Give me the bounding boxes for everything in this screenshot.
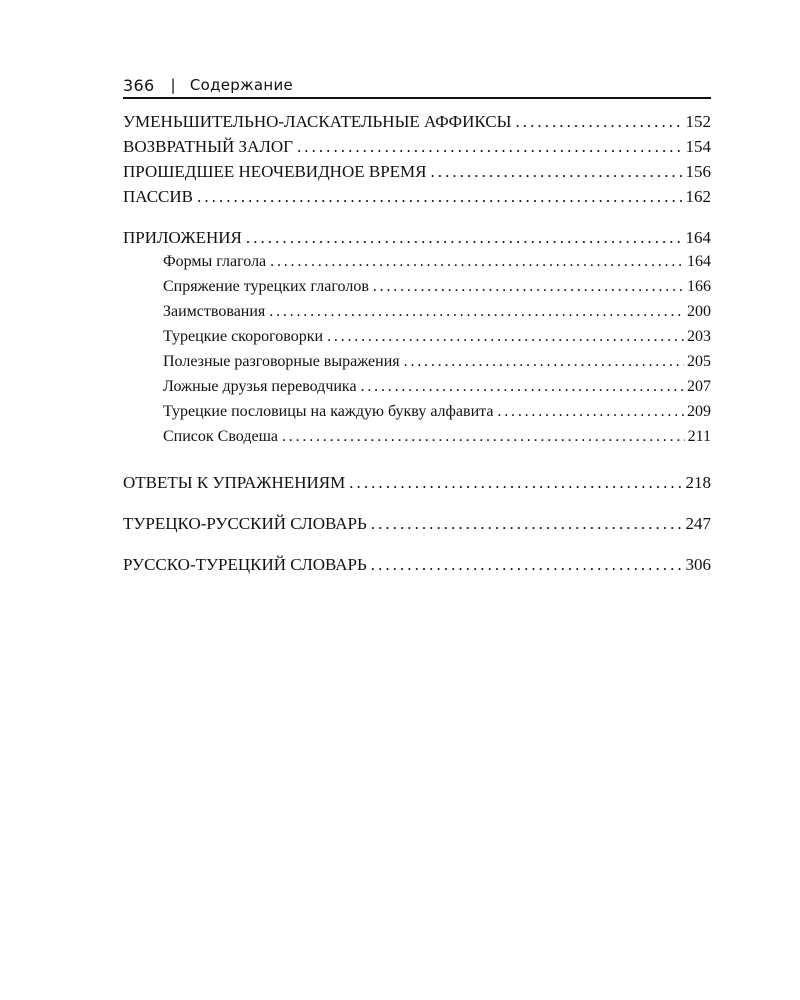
dot-leader <box>371 514 683 534</box>
toc-subentry[interactable] <box>123 278 711 303</box>
toc-subentry-title: Ложные друзья переводчика <box>163 378 357 395</box>
toc-subentry-page: 164 <box>687 253 711 270</box>
toc-subentry-title: Заимствования <box>163 303 266 320</box>
dot-leader <box>327 328 684 346</box>
running-head <box>123 74 711 96</box>
toc-entry-answers[interactable] <box>123 473 711 498</box>
dot-leader <box>497 403 684 421</box>
dot-leader <box>373 278 684 296</box>
toc-subentry-page: 200 <box>687 303 711 320</box>
toc-entry-tr-ru-dictionary[interactable] <box>123 514 711 539</box>
toc-entry-ru-tr-dictionary[interactable] <box>123 555 711 580</box>
dot-leader <box>371 555 683 575</box>
dot-leader <box>404 353 684 371</box>
dot-leader <box>270 253 684 271</box>
dot-leader <box>515 112 682 132</box>
table-of-contents <box>123 112 711 580</box>
toc-subentry-page: 205 <box>687 353 711 370</box>
toc-subentry-page: 203 <box>687 328 711 345</box>
toc-subentry-page: 207 <box>687 378 711 395</box>
toc-entry-title: УМЕНЬШИТЕЛЬНО-ЛАСКАТЕЛЬНЫЕ АФФИКСЫ <box>123 112 512 131</box>
toc-subentry[interactable] <box>123 328 711 353</box>
dot-leader <box>197 187 682 207</box>
dot-leader <box>431 162 683 182</box>
toc-entry-page: 152 <box>685 112 711 131</box>
header-rule <box>123 97 711 99</box>
section-title: Содержание <box>189 76 294 94</box>
toc-subentry[interactable] <box>123 378 711 403</box>
toc-subentry-title: Турецкие пословицы на каждую букву алфавита <box>163 403 494 420</box>
header-separator: | <box>170 76 176 94</box>
toc-entry-page: 164 <box>685 228 711 247</box>
toc-entry-page: 306 <box>685 555 711 574</box>
toc-subentry-title: Спряжение турецких глаголов <box>163 278 369 295</box>
toc-subentry-title: Список Сводеша <box>163 428 278 445</box>
toc-entry-title: ОТВЕТЫ К УПРАЖНЕНИЯМ <box>123 473 346 492</box>
toc-subentry[interactable] <box>123 403 711 428</box>
toc-entry-title: ТУРЕЦКО-РУССКИЙ СЛОВАРЬ <box>123 514 367 533</box>
page-number: 366 <box>123 75 155 95</box>
toc-entry-page: 218 <box>685 473 711 492</box>
toc-entry-title: ПРОШЕДШЕЕ НЕОЧЕВИДНОЕ ВРЕМЯ <box>123 162 427 181</box>
toc-subentry[interactable] <box>123 253 711 278</box>
toc-entry-page: 156 <box>685 162 711 181</box>
dot-leader <box>246 228 683 248</box>
toc-subentry-page: 166 <box>687 278 711 295</box>
toc-subentry-title: Полезные разговорные выражения <box>163 353 400 370</box>
toc-entry[interactable] <box>123 162 711 187</box>
toc-subentry-page: 209 <box>687 403 711 420</box>
toc-entry[interactable] <box>123 137 711 162</box>
dot-leader <box>361 378 684 396</box>
toc-entry-page: 154 <box>685 137 711 156</box>
toc-subentry[interactable] <box>123 303 711 328</box>
toc-entry-page: 162 <box>685 187 711 206</box>
toc-entry-title: ПАССИВ <box>123 187 194 206</box>
toc-entry-title: ВОЗВРАТНЫЙ ЗАЛОГ <box>123 137 293 156</box>
dot-leader <box>297 137 683 157</box>
toc-entry[interactable] <box>123 187 711 212</box>
toc-subentry[interactable] <box>123 428 711 453</box>
toc-entry[interactable] <box>123 112 711 137</box>
toc-entry-page: 247 <box>685 514 711 533</box>
toc-subentry[interactable] <box>123 353 711 378</box>
toc-subentry-page: 211 <box>687 428 711 445</box>
dot-leader <box>349 473 682 493</box>
toc-entry-title: РУССКО-ТУРЕЦКИЙ СЛОВАРЬ <box>123 555 367 574</box>
toc-subentry-title: Турецкие скороговорки <box>163 328 324 345</box>
dot-leader <box>269 303 684 321</box>
dot-leader <box>282 428 685 446</box>
toc-subentry-title: Формы глагола <box>163 253 267 270</box>
toc-entry-appendix[interactable] <box>123 228 711 253</box>
toc-entry-title: ПРИЛОЖЕНИЯ <box>123 228 242 247</box>
